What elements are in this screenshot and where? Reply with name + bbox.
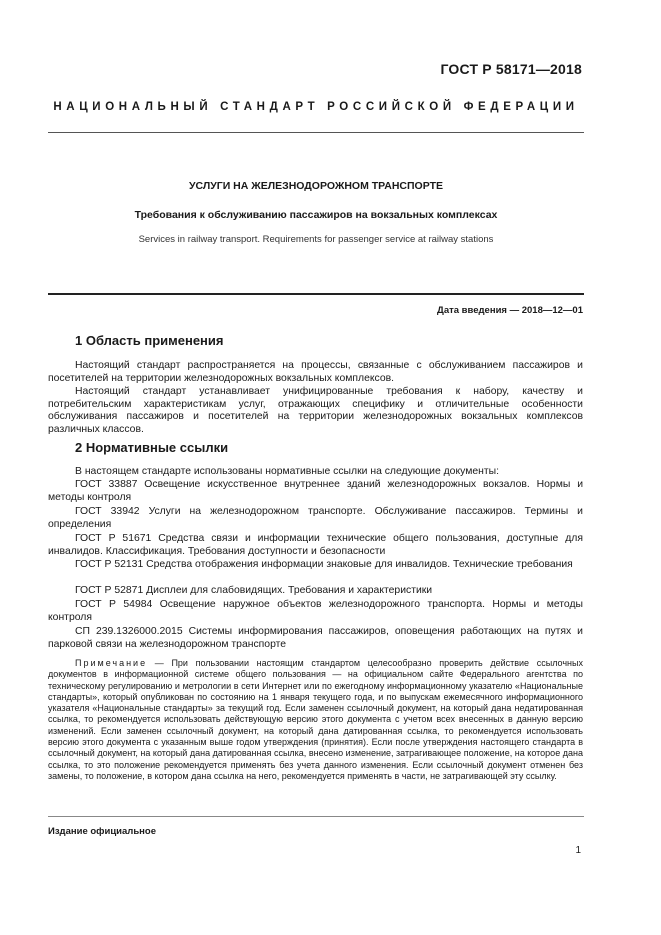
reference-item: ГОСТ Р 51671 Средства связи и информации технические общего пользования, доступные для инвалидов. Классификация. Требования доступности и безопасности: [48, 533, 583, 557]
document-subtitle: Требования к обслуживанию пассажиров на вокзальных комплексах: [134, 209, 498, 221]
reference-item: ГОСТ Р 52871 Дисплеи для слабовидящих. Требования и характеристики: [75, 585, 433, 596]
note-label: Примечание: [75, 658, 148, 668]
reference-item: ГОСТ 33942 Услуги на железнодорожном транспорте. Обслуживание пассажиров. Термины и определения: [48, 506, 583, 530]
section-1-paragraph: Настоящий стандарт распространяется на процессы, связанные с обслуживанием пассажиров и посетителей на территории железнодорожных вокзальных комплексов.: [48, 360, 583, 384]
reference-item: ГОСТ Р 52131 Средства отображения информации знаковые для инвалидов. Технические требования: [75, 559, 573, 570]
title-divider: [48, 293, 584, 295]
national-standard-banner: НАЦИОНАЛЬНЫЙ СТАНДАРТ РОССИЙСКОЙ ФЕДЕРАЦИИ: [53, 101, 579, 113]
standard-id: ГОСТ Р 58171—2018: [440, 61, 582, 77]
reference-item: ГОСТ 33887 Освещение искусственное внутреннее зданий железнодорожных вокзалов. Нормы и методы контроля: [48, 479, 583, 503]
section-2-heading: 2 Нормативные ссылки: [75, 440, 229, 455]
reference-item: ГОСТ Р 54984 Освещение наружное объектов железнодорожного транспорта. Нормы и методы контроля: [48, 599, 583, 623]
document-title: УСЛУГИ НА ЖЕЛЕЗНОДОРОЖНОМ ТРАНСПОРТЕ: [189, 180, 443, 192]
page-number: 1: [575, 845, 581, 856]
header-divider: [48, 132, 584, 133]
official-edition-label: Издание официальное: [48, 826, 156, 837]
document-title-english: Services in railway transport. Requirements for passenger service at railway stations: [138, 234, 494, 245]
introduction-date: Дата введения — 2018—12—01: [437, 305, 583, 316]
references-note: [48, 658, 583, 782]
section-1-paragraph: Настоящий стандарт устанавливает унифицированные требования к набору, качеству и потребительским характеристикам услуг, отражающих специфику и отличительные особенности обслуживания пассажиров и посетителей на территории железнодорожных вокзальных комплексов различных классов.: [48, 386, 583, 435]
footer-divider: [48, 816, 584, 817]
reference-item: СП 239.1326000.2015 Системы информирования пассажиров, оповещения работающих на путях и парковой связи на железнодорожном транспорте: [48, 626, 583, 650]
section-1-heading: 1 Область применения: [75, 333, 224, 348]
references-intro: В настоящем стандарте использованы нормативные ссылки на следующие документы:: [75, 466, 499, 477]
note-text: — При пользовании настоящим стандартом целесообразно проверить действие ссылочных документов в информационной системе общего пользования — на официальном сайте Федерального агентства по техническому регулированию и метрологии в сети Интернет или по ежегодному информационному указателю «Национальные стандарты», который опубликован по состоянию на 1 января текущего года, и по выпускам ежемесячного информационного указателя «Национальные стандарты» за текущий год. Если заменен ссылочный документ, на который дана недатированная ссылка, то рекомендуется использовать действующую версию этого документа с учетом всех внесенных в данную версию изменений. Если заменен ссылочный документ, на который дана датированная ссылка, то рекомендуется использовать версию этого документа с указанным выше годом утверждения (принятия). Если после утверждения настоящего стандарта в ссылочный документ, на который дана датированная ссылка, внесено изменение, затрагивающее положение, на которое дана ссылка, то это положение рекомендуется применять без учета данного изменения. Если ссылочный документ отменен без замены, то положение, в котором дана ссылка на него, рекомендуется применять в части, не затрагивающей эту ссылку.: [48, 658, 583, 781]
